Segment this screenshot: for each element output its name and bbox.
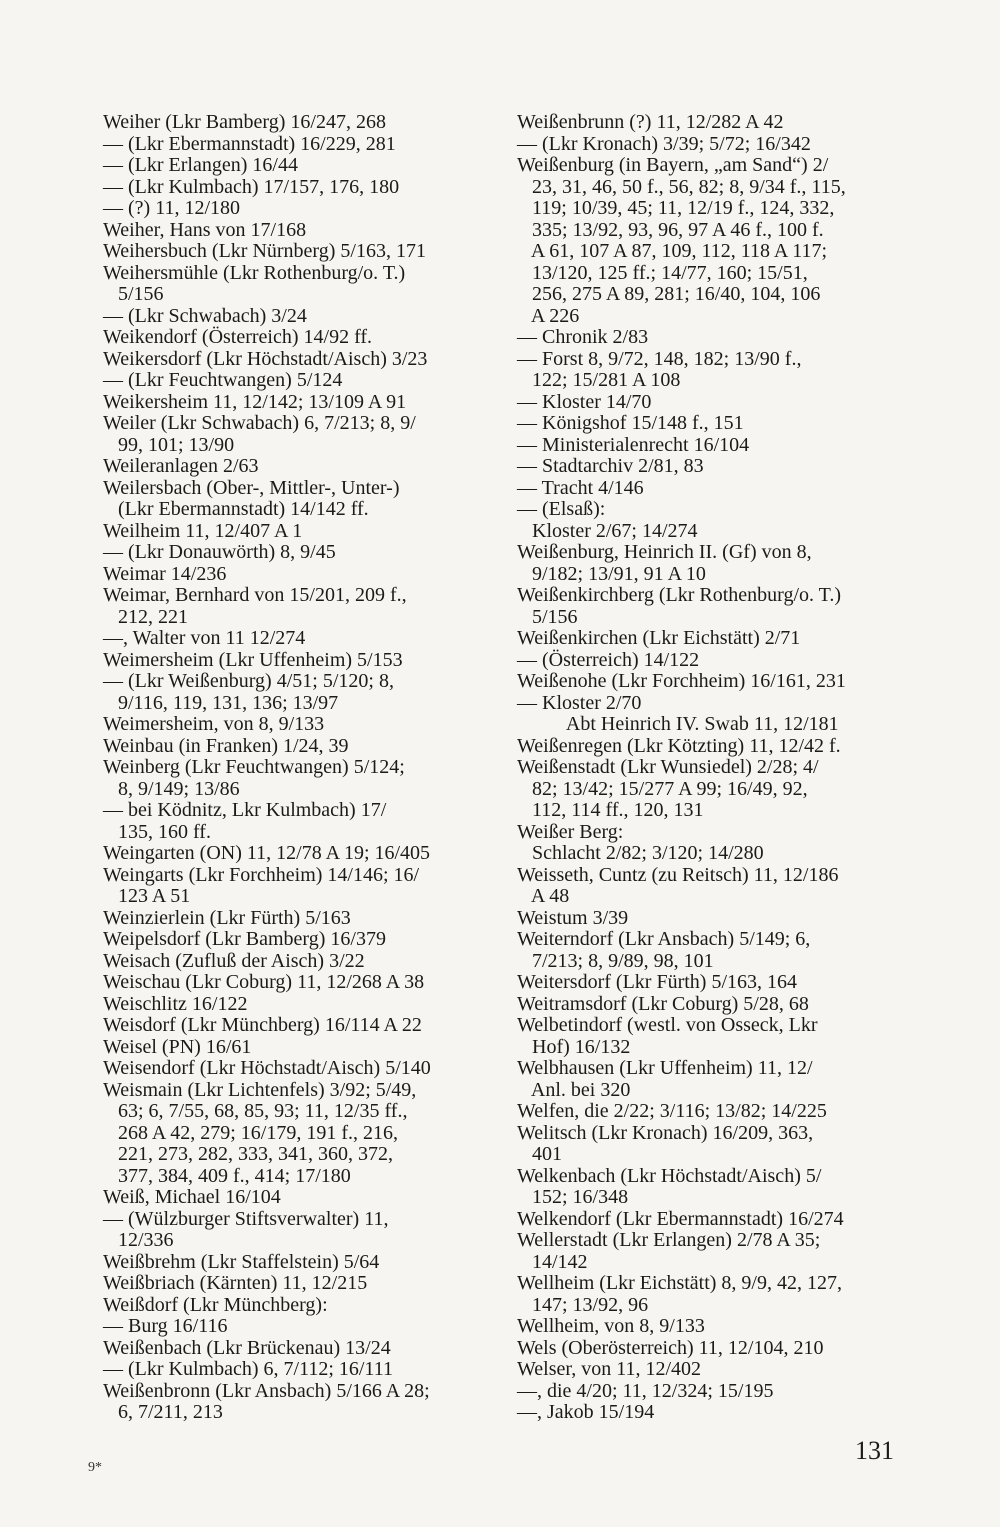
index-entry-line: A 61, 107 A 87, 109, 112, 118 A 117; bbox=[517, 240, 828, 262]
index-entry-line: 5/156 bbox=[103, 283, 164, 305]
index-entry-line: 221, 273, 282, 333, 341, 360, 372, bbox=[103, 1143, 393, 1165]
index-entry-line: Weileranlagen 2/63 bbox=[103, 455, 259, 477]
index-entry-line: 23, 31, 46, 50 f., 56, 82; 8, 9/34 f., 115, bbox=[517, 175, 846, 198]
index-entry-line: — Ministerialenrecht 16/104 bbox=[517, 433, 750, 456]
index-entry-line: 119; 10/39, 45; 11, 12/19 f., 124, 332, bbox=[517, 197, 835, 219]
index-entry-line: Weingarten (ON) 11, 12/78 A 19; 16/405 bbox=[103, 842, 431, 864]
index-entry-line: Weißenburg (in Bayern, „am Sand“) 2/ bbox=[517, 154, 829, 176]
index-entry-line: 82; 13/42; 15/277 A 99; 16/49, 92, bbox=[517, 777, 808, 800]
index-entry-line: Weißenstadt (Lkr Wunsiedel) 2/28; 4/ bbox=[517, 756, 819, 778]
index-entry-line: 9/182; 13/91, 91 A 10 bbox=[517, 562, 706, 585]
index-entry-line: Schlacht 2/82; 3/120; 14/280 bbox=[517, 842, 764, 864]
index-entry-line: — (Lkr Kronach) 3/39; 5/72; 16/342 bbox=[517, 132, 811, 155]
index-entry-line: Anl. bei 320 bbox=[517, 1078, 631, 1101]
index-entry-line: Weisseth, Cuntz (zu Reitsch) 11, 12/186 bbox=[517, 863, 839, 886]
index-entry-line: 377, 384, 409 f., 414; 17/180 bbox=[103, 1164, 351, 1187]
index-entry-line: Weistum 3/39 bbox=[517, 906, 629, 929]
index-entry-line: — Forst 8, 9/72, 148, 182; 13/90 f., bbox=[517, 347, 802, 370]
index-entry-line: Wels (Oberösterreich) 11, 12/104, 210 bbox=[517, 1336, 824, 1359]
index-entry-line: Weiß, Michael 16/104 bbox=[103, 1186, 281, 1208]
index-entry-line: Weinberg (Lkr Feuchtwangen) 5/124; bbox=[103, 756, 405, 778]
index-entry-line: — Stadtarchiv 2/81, 83 bbox=[517, 455, 704, 477]
page-number: 131 bbox=[855, 1436, 894, 1465]
index-entry-line: Weischlitz 16/122 bbox=[103, 992, 248, 1015]
index-entry-line: — (?) 11, 12/180 bbox=[103, 197, 241, 219]
index-entry-line: 335; 13/92, 93, 96, 97 A 46 f., 100 f. bbox=[517, 218, 824, 241]
signature-mark: 9* bbox=[88, 1460, 102, 1475]
index-entry-line: — (Lkr Weißenburg) 4/51; 5/120; 8, bbox=[103, 670, 394, 692]
index-entry-line: — (Lkr Erlangen) 16/44 bbox=[103, 154, 298, 176]
index-entry-line: 63; 6, 7/55, 68, 85, 93; 11, 12/35 ff., bbox=[103, 1100, 408, 1122]
index-entry-line: Welser, von 11, 12/402 bbox=[517, 1358, 702, 1380]
index-entry-line: Weihersmühle (Lkr Rothenburg/o. T.) bbox=[103, 261, 406, 284]
index-entry-line: 99, 101; 13/90 bbox=[103, 433, 235, 456]
index-entry-line: — Chronik 2/83 bbox=[517, 326, 649, 348]
index-entry-line: Weißenkirchberg (Lkr Rothenburg/o. T.) bbox=[517, 584, 842, 606]
index-entry-line: Weitersdorf (Lkr Fürth) 5/163, 164 bbox=[517, 971, 797, 993]
index-entry-line: Weikersheim 11, 12/142; 13/109 A 91 bbox=[103, 390, 407, 413]
index-entry-line: Weißenbronn (Lkr Ansbach) 5/166 A 28; bbox=[103, 1379, 430, 1402]
index-entry-line: Weimar 14/236 bbox=[103, 562, 227, 585]
index-entry-line: Weismain (Lkr Lichtenfels) 3/92; 5/49, bbox=[103, 1078, 417, 1101]
index-entry-line: 268 A 42, 279; 16/179, 191 f., 216, bbox=[103, 1121, 399, 1144]
index-entry-line: Weiher (Lkr Bamberg) 16/247, 268 bbox=[103, 111, 386, 133]
index-entry-line: 122; 15/281 A 108 bbox=[517, 369, 681, 391]
index-entry-line: —, Jakob 15/194 bbox=[517, 1401, 655, 1423]
index-entry-line: 212, 221 bbox=[103, 605, 188, 628]
index-entry-line: — Königshof 15/148 f., 151 bbox=[517, 412, 744, 434]
index-entry-line: Weißenkirchen (Lkr Eichstätt) 2/71 bbox=[517, 627, 801, 649]
index-column-left bbox=[103, 112, 487, 1424]
index-entry-line: Weißer Berg: bbox=[517, 820, 624, 843]
index-entry-line: Weihersbuch (Lkr Nürnberg) 5/163, 171 bbox=[103, 240, 426, 262]
index-entry-line: Welitsch (Lkr Kronach) 16/209, 363, bbox=[517, 1121, 814, 1144]
index-entry-line: 14/142 bbox=[517, 1250, 588, 1273]
index-entry-line: Weischau (Lkr Coburg) 11, 12/268 A 38 bbox=[103, 971, 425, 993]
index-entry-line: Weisel (PN) 16/61 bbox=[103, 1035, 252, 1058]
index-entry-line: Weitramsdorf (Lkr Coburg) 5/28, 68 bbox=[517, 992, 809, 1015]
index-entry-line: Weikersdorf (Lkr Höchstadt/Aisch) 3/23 bbox=[103, 347, 428, 370]
index-entry-line: Weilersbach (Ober-, Mittler-, Unter-) bbox=[103, 476, 400, 499]
index-entry-line: — Burg 16/116 bbox=[103, 1315, 228, 1337]
index-entry-line: Weißbriach (Kärnten) 11, 12/215 bbox=[103, 1272, 368, 1294]
index-entry-line: Welkenbach (Lkr Höchstadt/Aisch) 5/ bbox=[517, 1164, 822, 1187]
index-entry-line: 401 bbox=[517, 1143, 562, 1165]
index-entry-line: 8, 9/149; 13/86 bbox=[103, 777, 240, 800]
index-entry-line: Welbhausen (Lkr Uffenheim) 11, 12/ bbox=[517, 1057, 813, 1079]
index-entry-line: Weisdorf (Lkr Münchberg) 16/114 A 22 bbox=[103, 1014, 422, 1036]
index-entry-line: A 48 bbox=[517, 885, 570, 907]
index-entry-line: — (Lkr Donauwörth) 8, 9/45 bbox=[103, 541, 336, 563]
index-entry-line: 123 A 51 bbox=[103, 885, 191, 907]
index-entry-line: — Kloster 14/70 bbox=[517, 390, 652, 413]
index-entry-line: Weiler (Lkr Schwabach) 6, 7/213; 8, 9/ bbox=[103, 412, 416, 434]
index-entry-line: — bei Ködnitz, Lkr Kulmbach) 17/ bbox=[103, 799, 387, 821]
index-entry-line: 7/213; 8, 9/89, 98, 101 bbox=[517, 949, 714, 972]
index-entry-line: — (Lkr Ebermannstadt) 16/229, 281 bbox=[103, 132, 396, 155]
index-entry-line: (Lkr Ebermannstadt) 14/142 ff. bbox=[103, 498, 369, 520]
index-entry-line: Weipelsdorf (Lkr Bamberg) 16/379 bbox=[103, 928, 386, 950]
index-entry-line: — (Lkr Feuchtwangen) 5/124 bbox=[103, 369, 343, 391]
index-entry-line: — Tracht 4/146 bbox=[517, 476, 644, 499]
index-entry-line: — (Elsaß): bbox=[517, 498, 606, 520]
index-entry-line: — Kloster 2/70 bbox=[517, 691, 642, 714]
index-entry-line: 13/120, 125 ff.; 14/77, 160; 15/51, bbox=[517, 261, 808, 284]
index-entry-line: Weisendorf (Lkr Höchstadt/Aisch) 5/140 bbox=[103, 1057, 431, 1079]
index-entry-line: — (Lkr Schwabach) 3/24 bbox=[103, 304, 307, 327]
index-entry-line: 9/116, 119, 131, 136; 13/97 bbox=[103, 691, 339, 714]
index-entry-line: Welfen, die 2/22; 3/116; 13/82; 14/225 bbox=[517, 1100, 827, 1122]
index-entry-line: Weimersheim (Lkr Uffenheim) 5/153 bbox=[103, 648, 403, 671]
index-entry-line: Wellerstadt (Lkr Erlangen) 2/78 A 35; bbox=[517, 1229, 821, 1251]
index-entry-line: — (Lkr Kulmbach) 6, 7/112; 16/111 bbox=[103, 1358, 393, 1380]
index-entry-line: Weinzierlein (Lkr Fürth) 5/163 bbox=[103, 906, 351, 929]
index-entry-line: Weißenohe (Lkr Forchheim) 16/161, 231 bbox=[517, 670, 846, 692]
index-entry-line: Hof) 16/132 bbox=[517, 1035, 631, 1058]
index-entry-line: — (Wülzburger Stiftsverwalter) 11, bbox=[103, 1207, 389, 1230]
index-entry-line: 152; 16/348 bbox=[517, 1186, 629, 1208]
index-entry-line: Kloster 2/67; 14/274 bbox=[517, 519, 698, 542]
index-entry-line: 12/336 bbox=[103, 1229, 174, 1251]
index-entry-line: Weisach (Zufluß der Aisch) 3/22 bbox=[103, 949, 365, 972]
index-entry-line: —, Walter von 11 12/274 bbox=[103, 627, 306, 649]
index-entry-line: Weingarts (Lkr Forchheim) 14/146; 16/ bbox=[103, 863, 420, 886]
index-entry-line: Weilheim 11, 12/407 A 1 bbox=[103, 519, 303, 542]
index-entry-line: Welkendorf (Lkr Ebermannstadt) 16/274 bbox=[517, 1207, 844, 1230]
index-entry-line: Weinbau (in Franken) 1/24, 39 bbox=[103, 734, 349, 757]
index-entry-line: Wellheim, von 8, 9/133 bbox=[517, 1315, 705, 1337]
index-entry-line: Weißbrehm (Lkr Staffelstein) 5/64 bbox=[103, 1250, 380, 1273]
index-entry-line: Weißenbach (Lkr Brückenau) 13/24 bbox=[103, 1336, 391, 1359]
index-entry-line: 112, 114 ff., 120, 131 bbox=[517, 799, 704, 821]
index-entry-line: 147; 13/92, 96 bbox=[517, 1293, 649, 1316]
index-entry-line: 135, 160 ff. bbox=[103, 820, 211, 843]
index-entry-line: Weimar, Bernhard von 15/201, 209 f., bbox=[103, 584, 407, 606]
index-entry-line: — (Österreich) 14/122 bbox=[517, 648, 700, 671]
index-entry-line: Weiterndorf (Lkr Ansbach) 5/149; 6, bbox=[517, 928, 811, 950]
index-entry-line: Weikendorf (Österreich) 14/92 ff. bbox=[103, 326, 373, 348]
index-entry-line: Wellheim (Lkr Eichstätt) 8, 9/9, 42, 127, bbox=[517, 1272, 842, 1294]
index-entry-line: A 226 bbox=[517, 304, 580, 327]
index-entry-line: —, die 4/20; 11, 12/324; 15/195 bbox=[517, 1379, 774, 1402]
index-entry-line: Weißenregen (Lkr Kötzting) 11, 12/42 f. bbox=[517, 734, 841, 757]
index-column-right bbox=[517, 112, 901, 1424]
index-entry-line: 6, 7/211, 213 bbox=[103, 1401, 223, 1423]
index-entry-line: Weißdorf (Lkr Münchberg): bbox=[103, 1293, 328, 1316]
index-entry-line: Weiher, Hans von 17/168 bbox=[103, 218, 307, 241]
index-entry-line: 256, 275 A 89, 281; 16/40, 104, 106 bbox=[517, 283, 821, 305]
index-entry-line: Weißenburg, Heinrich II. (Gf) von 8, bbox=[517, 541, 812, 563]
index-entry-line: Weimersheim, von 8, 9/133 bbox=[103, 713, 325, 735]
index-entry-line: Abt Heinrich IV. Swab 11, 12/181 bbox=[517, 713, 839, 735]
index-entry-line: Welbetindorf (westl. von Osseck, Lkr bbox=[517, 1014, 818, 1036]
index-entry-line: — (Lkr Kulmbach) 17/157, 176, 180 bbox=[103, 175, 400, 198]
index-entry-line: 5/156 bbox=[517, 605, 578, 628]
index-entry-line: Weißenbrunn (?) 11, 12/282 A 42 bbox=[517, 111, 784, 133]
